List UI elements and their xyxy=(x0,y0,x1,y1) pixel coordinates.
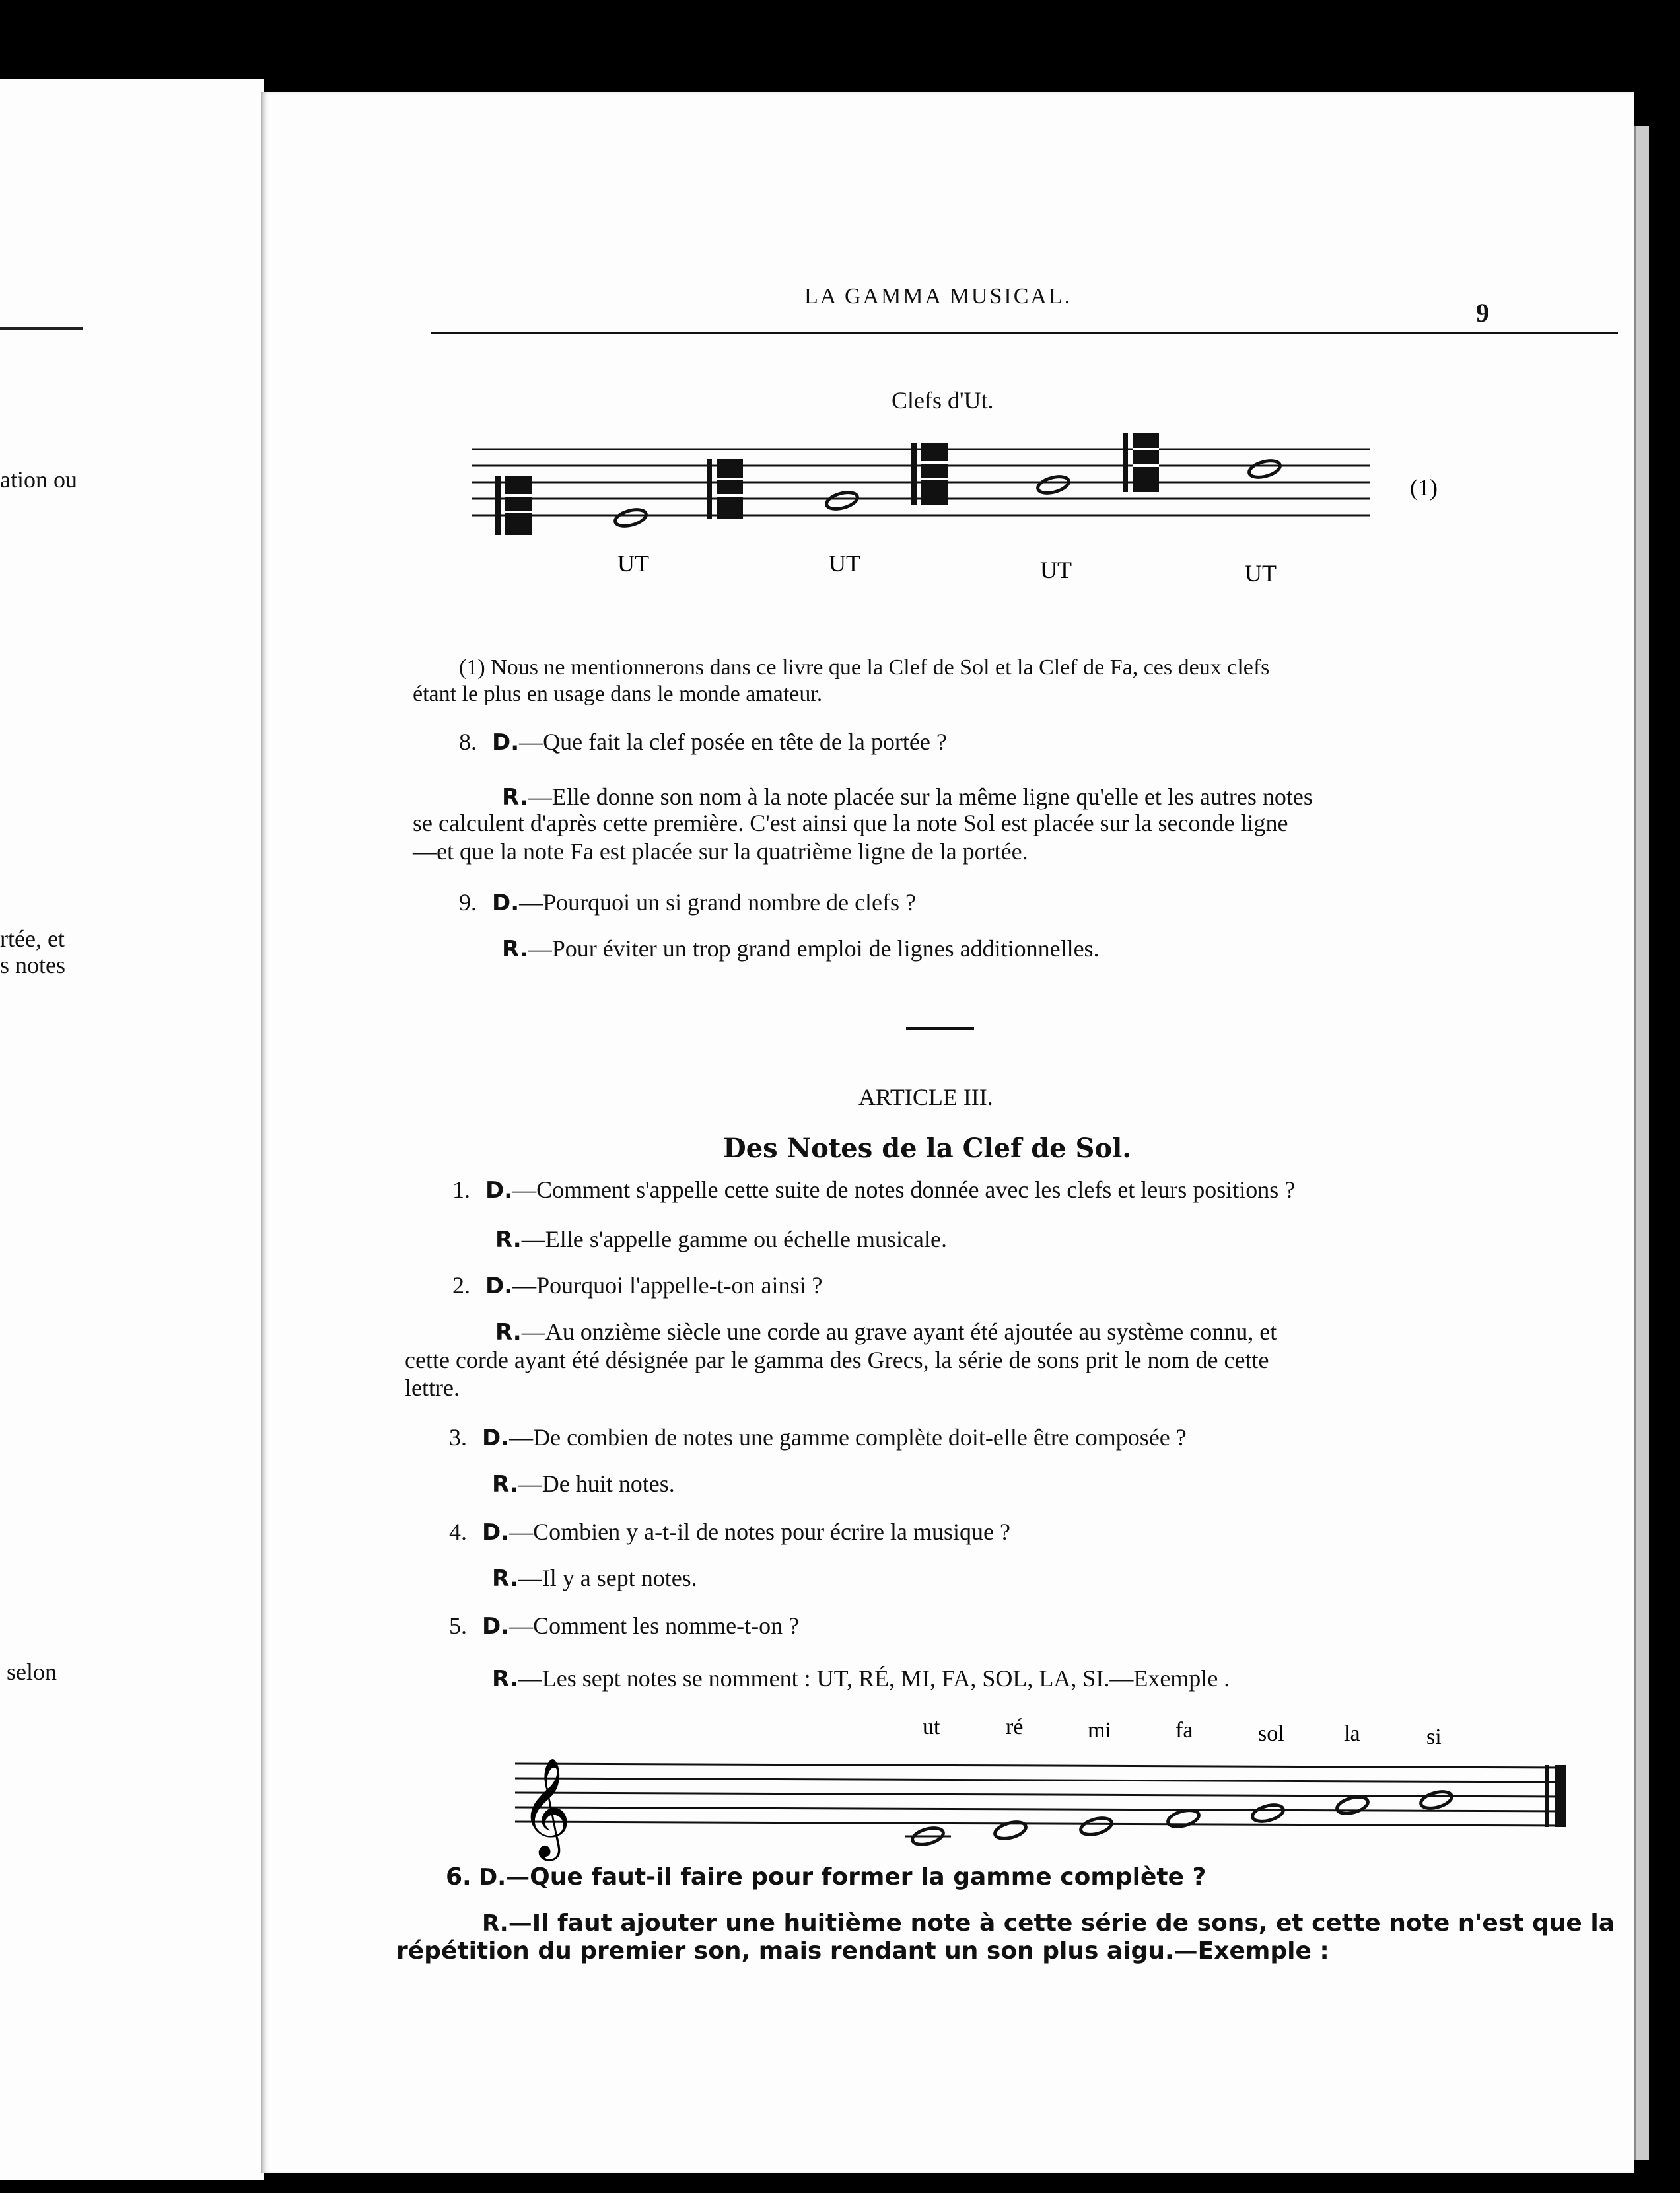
answer-4 xyxy=(492,1564,697,1592)
answer-line: —et que la note Fa est placée sur la quatrième ligne de la portée. xyxy=(413,838,1028,865)
question-text: —Pourquoi l'appelle-t-on ainsi ? xyxy=(512,1272,823,1299)
answer-text: —Pour éviter un trop grand emploi de lignes additionnelles. xyxy=(528,935,1100,962)
r-marker: R. xyxy=(502,784,528,810)
ut-label: UT xyxy=(1245,560,1277,587)
d-marker: D. xyxy=(485,1273,513,1299)
left-fragment: ation ou xyxy=(0,466,77,493)
section-separator xyxy=(906,1027,974,1030)
article-label: ARTICLE III. xyxy=(858,1084,993,1110)
header-rule xyxy=(431,332,1618,334)
scale-note-label: la xyxy=(1344,1721,1360,1746)
d-marker: D. xyxy=(482,1425,510,1451)
answer-line: lettre. xyxy=(405,1375,460,1401)
question-1 xyxy=(452,1176,1295,1204)
question-number: 2. xyxy=(452,1272,470,1299)
ut-clef-3 xyxy=(911,443,1070,505)
d-marker: D. xyxy=(492,729,520,756)
r-marker: R. xyxy=(495,1227,522,1253)
answer-5 xyxy=(492,1665,1230,1692)
answer-2 xyxy=(495,1318,1277,1346)
scale-note-label: fa xyxy=(1175,1718,1193,1743)
scale-note-label: mi xyxy=(1088,1718,1111,1743)
r-marker: R. xyxy=(495,1319,522,1346)
question-text: —Pourquoi un si grand nombre de clefs ? xyxy=(519,889,917,916)
left-fragment: s notes xyxy=(0,952,65,978)
answer-3 xyxy=(492,1470,675,1497)
d-marker: D. xyxy=(485,1177,513,1204)
sol-clef-scale xyxy=(515,1704,1598,1876)
r-marker: R. xyxy=(482,1910,508,1937)
ut-label: UT xyxy=(1040,557,1072,583)
scale-note-label: si xyxy=(1426,1725,1442,1749)
page-edge xyxy=(1634,126,1649,2160)
answer-1 xyxy=(495,1225,947,1253)
d-marker: D. xyxy=(482,1519,510,1546)
treble-clef-icon: 𝄞 xyxy=(520,1760,571,1855)
footnote-line: étant le plus en usage dans le monde amateur. xyxy=(413,682,823,706)
ut-label: UT xyxy=(829,550,860,577)
page-number: 9 xyxy=(1476,298,1489,328)
answer-text: —Elle s'appelle gamme ou échelle musicale. xyxy=(521,1226,947,1252)
question-6 xyxy=(446,1863,1206,1890)
question-text: —Comment s'appelle cette suite de notes donnée avec les clefs et leurs positions ? xyxy=(512,1176,1296,1203)
question-number: 5. xyxy=(449,1612,467,1639)
question-8 xyxy=(459,728,947,756)
answer-text: —Les sept notes se nomment : UT, RÉ, MI, FA, SOL, LA, SI.—Exemple . xyxy=(518,1665,1230,1692)
clefs-ut-note-ref: (1) xyxy=(1410,474,1438,501)
clefs-ut-staff xyxy=(472,429,1634,647)
question-3 xyxy=(449,1423,1187,1451)
answer-line: répétition du premier son, mais rendant un son plus aigu.—Exemple : xyxy=(396,1937,1329,1964)
left-page xyxy=(0,79,264,2180)
r-marker: R. xyxy=(492,1666,518,1692)
question-9 xyxy=(459,888,916,916)
question-text: —Comment les nomme-t-on ? xyxy=(509,1612,800,1639)
right-page xyxy=(261,92,1634,2173)
answer-text: —Il y a sept notes. xyxy=(518,1565,697,1591)
footnote-line: (1) Nous ne mentionnerons dans ce livre que la Clef de Sol et la Clef de Fa, ces deux clefs xyxy=(459,655,1270,680)
left-page-rule xyxy=(0,327,83,330)
clefs-ut-title: Clefs d'Ut. xyxy=(892,387,994,413)
question-number: 4. xyxy=(449,1519,467,1545)
answer-8 xyxy=(502,783,1313,810)
question-2 xyxy=(452,1272,823,1299)
ut-label: UT xyxy=(617,550,649,577)
answer-line: cette corde ayant été désignée par le gamma des Grecs, la série de sons prit le nom de cette xyxy=(405,1347,1269,1373)
article-heading: Des Notes de la Clef de Sol. xyxy=(723,1133,1132,1164)
scale-note-label: sol xyxy=(1258,1721,1284,1746)
r-marker: R. xyxy=(502,936,528,962)
question-number: 8. xyxy=(459,729,477,755)
running-header: LA GAMMA MUSICAL. xyxy=(804,284,1072,308)
scale-note-label: ré xyxy=(1006,1715,1024,1739)
answer-line: se calculent d'après cette première. C'est ainsi que la note Sol est placée sur la seconde ligne xyxy=(413,810,1288,836)
d-marker: D. xyxy=(479,1864,507,1890)
d-marker: D. xyxy=(492,890,520,916)
question-text: —De combien de notes une gamme complète doit-elle être composée ? xyxy=(509,1424,1187,1451)
d-marker: D. xyxy=(482,1613,510,1639)
question-5 xyxy=(449,1612,799,1639)
answer-line: —Elle donne son nom à la note placée sur la même ligne qu'elle et les autres notes xyxy=(528,783,1313,810)
question-text: —Que faut-il faire pour former la gamme complète ? xyxy=(506,1863,1207,1890)
answer-text: —De huit notes. xyxy=(518,1470,675,1497)
question-number: 6. xyxy=(446,1863,472,1890)
answer-line: —Au onzième siècle une corde au grave ayant été ajoutée au système connu, et xyxy=(521,1318,1277,1345)
question-number: 3. xyxy=(449,1424,467,1451)
answer-6 xyxy=(482,1909,1615,1937)
question-number: 9. xyxy=(459,889,477,916)
r-marker: R. xyxy=(492,1471,518,1497)
question-number: 1. xyxy=(452,1176,470,1203)
left-fragment: selon xyxy=(7,1659,57,1685)
question-text: —Combien y a-t-il de notes pour écrire la musique ? xyxy=(509,1519,1010,1545)
answer-9 xyxy=(502,935,1100,962)
ut-clef-2 xyxy=(707,459,859,519)
left-fragment: rtée, et xyxy=(0,925,65,952)
r-marker: R. xyxy=(492,1565,518,1592)
question-4 xyxy=(449,1518,1010,1546)
question-text: —Que fait la clef posée en tête de la portée ? xyxy=(519,729,947,755)
answer-line: —Il faut ajouter une huitième note à cette série de sons, et cette note n'est que la xyxy=(508,1910,1615,1937)
ut-clef-1 xyxy=(495,476,648,535)
scale-note-label: ut xyxy=(923,1715,940,1739)
